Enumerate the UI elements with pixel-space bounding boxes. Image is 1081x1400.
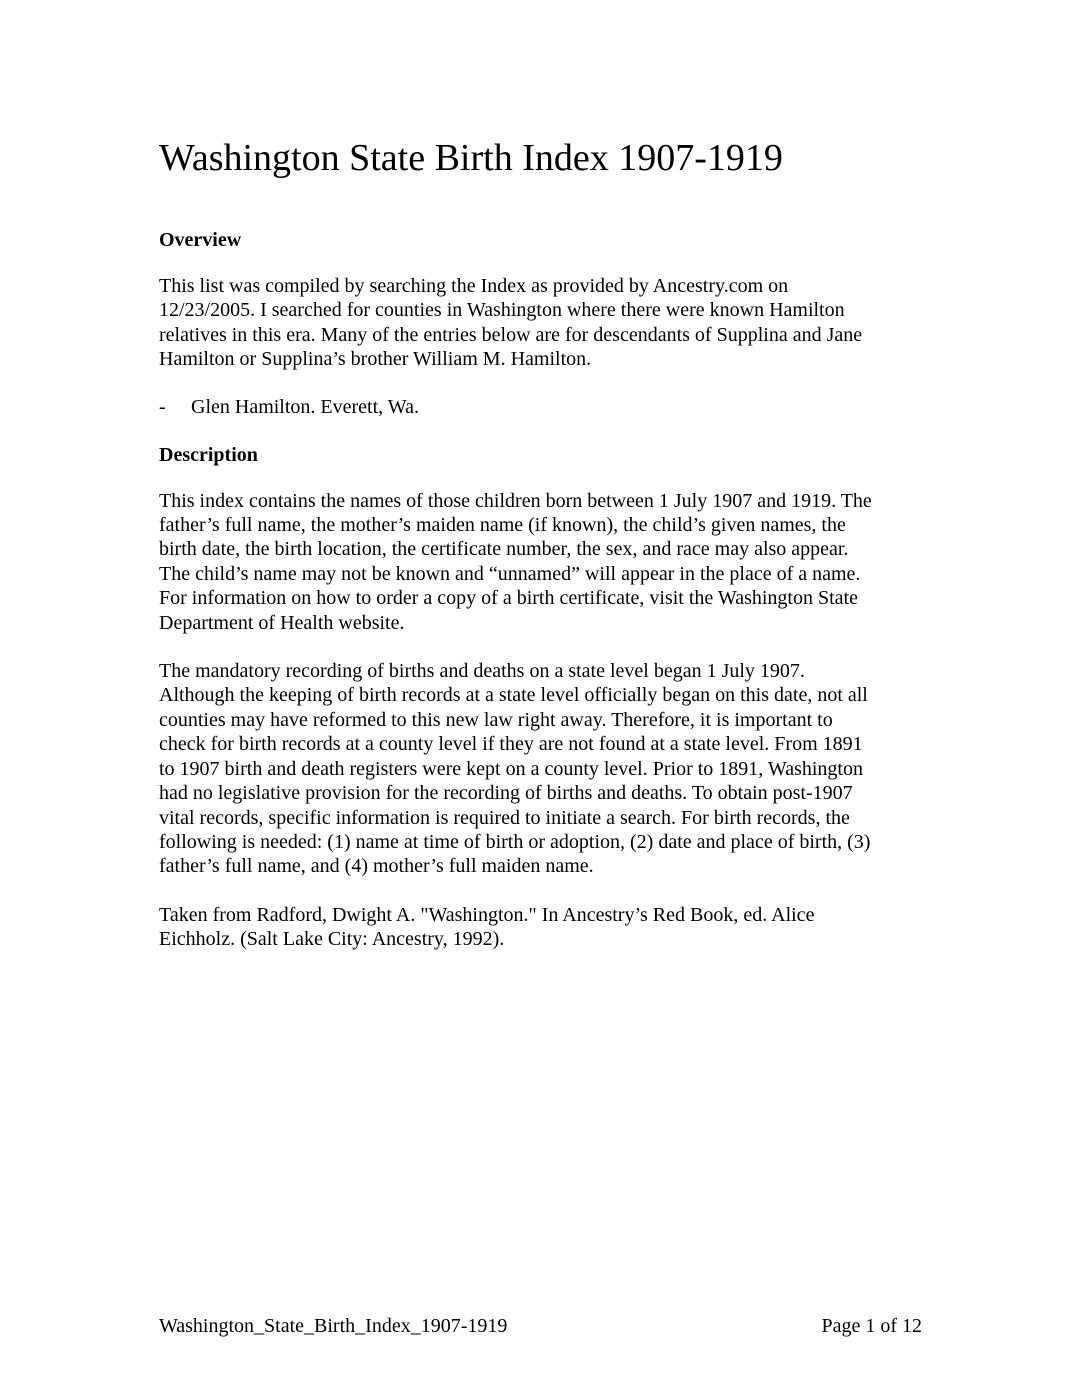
description-line: birth date, the birth location, the certificate number, the sex, and race may also appear. [159, 538, 849, 561]
description-line: check for birth records at a county level if they are not found at a state level. From 1891 [159, 733, 863, 756]
description-line: The child’s name may not be known and “unnamed” will appear in the place of a name. [159, 562, 861, 585]
signature-text: Glen Hamilton. Everett, Wa. [191, 395, 419, 418]
description-paragraph-2 [159, 659, 929, 879]
description-line: This index contains the names of those children born between 1 July 1907 and 1919. The [159, 489, 872, 512]
overview-line: relatives in this era. Many of the entries below are for descendants of Supplina and Jane [159, 323, 863, 346]
description-line: For information on how to order a copy of a birth certificate, visit the Washington State [159, 587, 858, 610]
overview-line: 12/23/2005. I searched for counties in Washington where there were known Hamilton [159, 299, 845, 322]
description-line: father’s full name, the mother’s maiden name (if known), the child’s given names, the [159, 514, 846, 537]
description-line: vital records, specific information is required to initiate a search. For birth records, the [159, 806, 850, 829]
footer-filename: Washington_State_Birth_Index_1907-1919 [159, 1315, 508, 1337]
spacer [159, 252, 929, 274]
spacer [159, 372, 929, 395]
citation-line: Taken from Radford, Dwight A. "Washington." In Ancestry’s Red Book, ed. Alice [159, 903, 815, 926]
description-line: father’s full name, and (4) mother’s full maiden name. [159, 855, 594, 878]
spacer [159, 879, 929, 903]
citation-paragraph [159, 903, 929, 952]
spacer [159, 467, 929, 489]
citation-line: Eichholz. (Salt Lake City: Ancestry, 1992). [159, 928, 505, 951]
footer-page-number: Page 1 of 12 [821, 1315, 922, 1337]
overview-paragraph [159, 274, 929, 372]
signature-line [159, 395, 929, 419]
description-line: had no legislative provision for the recording of births and deaths. To obtain post-1907 [159, 782, 853, 805]
description-line: counties may have reformed to this new law right away. Therefore, it is important to [159, 708, 833, 731]
signature-dash: - [159, 395, 166, 418]
page-content [159, 136, 929, 952]
description-paragraph-1 [159, 489, 929, 635]
overview-heading: Overview [159, 229, 242, 251]
overview-line: This list was compiled by searching the Index as provided by Ancestry.com on [159, 275, 789, 297]
spacer [159, 180, 929, 228]
spacer [159, 419, 929, 443]
page-title: Washington State Birth Index 1907-1919 [159, 137, 783, 179]
overview-line: Hamilton or Supplina’s brother William M. Hamilton. [159, 348, 592, 371]
description-line: Although the keeping of birth records at a state level officially began on this date, not all [159, 684, 868, 707]
description-line: Department of Health website. [159, 611, 405, 634]
description-line: The mandatory recording of births and deaths on a state level began 1 July 1907. [159, 660, 805, 683]
description-line: following is needed: (1) name at time of birth or adoption, (2) date and place of birth, (3) [159, 830, 871, 853]
description-line: to 1907 birth and death registers were kept on a county level. Prior to 1891, Washington [159, 757, 863, 780]
description-heading: Description [159, 443, 258, 466]
spacer [159, 635, 929, 659]
